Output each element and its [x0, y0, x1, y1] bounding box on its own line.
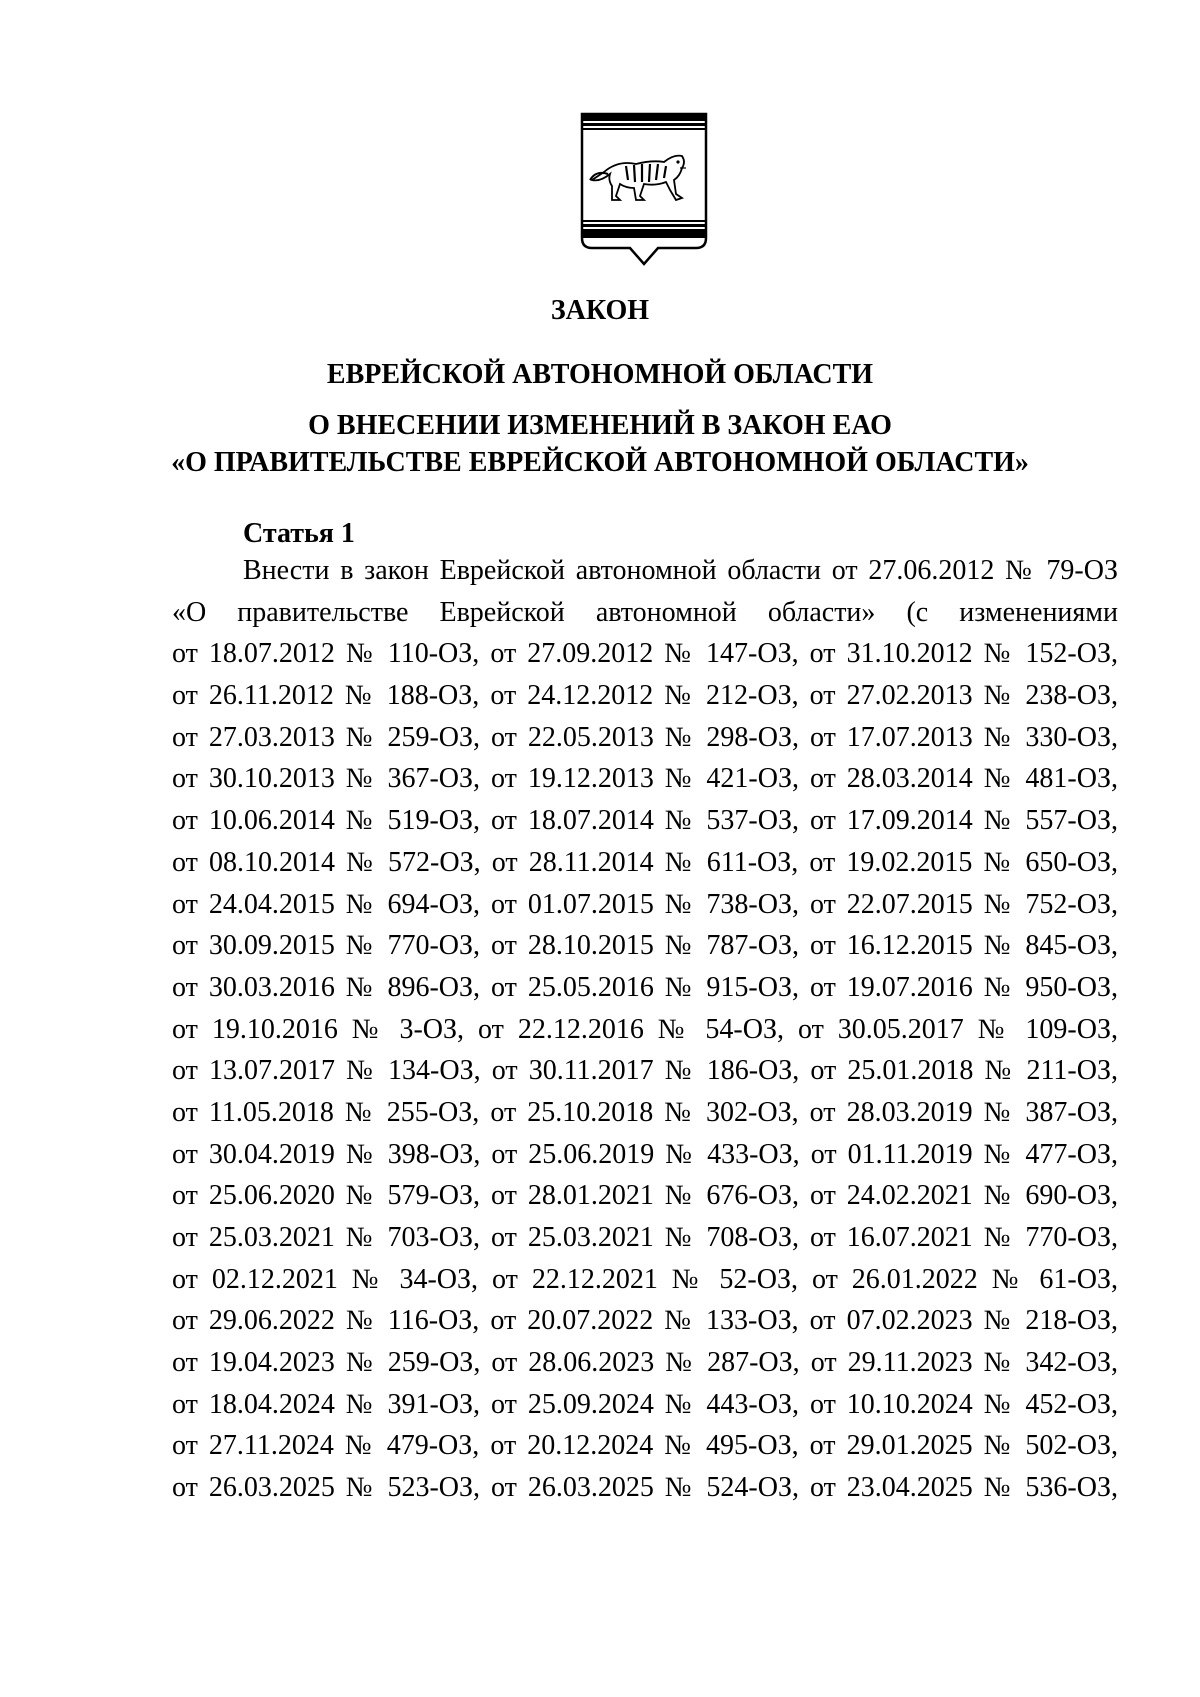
article-body — [172, 550, 1118, 1592]
text-line — [172, 1551, 1118, 1593]
law-subject-line-1: О ВНЕСЕНИИ ИЗМЕНЕНИЙ В ЗАКОН ЕАО — [308, 410, 892, 441]
text-line: от 19.04.2023 № 259-ОЗ, от 28.06.2023 № 287-ОЗ, от 29.11.2023 № 342-ОЗ, — [172, 1347, 1118, 1379]
text-line: от 30.03.2016 № 896-ОЗ, от 25.05.2016 № 915-ОЗ, от 19.07.2016 № 950-ОЗ, — [172, 971, 1118, 1003]
text-line: от 11.05.2018 № 255-ОЗ, от 25.10.2018 № 302-ОЗ, от 28.03.2019 № 387-ОЗ, — [172, 1096, 1118, 1128]
article-heading: Статья 1 — [243, 518, 355, 549]
text-line: «О правительстве Еврейской автономной области» (с изменениями — [172, 596, 1118, 628]
text-line: от 13.07.2017 № 134-ОЗ, от 30.11.2017 № 186-ОЗ, от 25.01.2018 № 211-ОЗ, — [172, 1055, 1118, 1087]
text-line: от 02.12.2021 № 34-ОЗ, от 22.12.2021 № 52-ОЗ, от 26.01.2022 № 61-ОЗ, — [172, 1263, 1118, 1295]
text-line: от 24.04.2015 № 694-ОЗ, от 01.07.2015 № 738-ОЗ, от 22.07.2015 № 752-ОЗ, — [172, 888, 1118, 920]
law-subject-line-2: «О ПРАВИТЕЛЬСТВЕ ЕВРЕЙСКОЙ АВТОНОМНОЙ ОБЛАСТИ» — [171, 447, 1029, 478]
text-line: от 10.06.2014 № 519-ОЗ, от 18.07.2014 № 537-ОЗ, от 17.09.2014 № 557-ОЗ, — [172, 805, 1118, 837]
text-line: от 29.06.2022 № 116-ОЗ, от 20.07.2022 № 133-ОЗ, от 07.02.2023 № 218-ОЗ, — [172, 1305, 1118, 1337]
text-line: от 18.07.2012 № 110-ОЗ, от 27.09.2012 № 147-ОЗ, от 31.10.2012 № 152-ОЗ, — [172, 638, 1118, 670]
text-line: от 30.09.2015 № 770-ОЗ, от 28.10.2015 № 787-ОЗ, от 16.12.2015 № 845-ОЗ, — [172, 930, 1118, 962]
text-line: от 26.11.2012 № 188-ОЗ, от 24.12.2012 № 212-ОЗ, от 27.02.2013 № 238-ОЗ, — [172, 680, 1118, 712]
text-line: Внести в закон Еврейской автономной области от 27.06.2012 № 79-ОЗ — [243, 555, 1118, 586]
text-line — [172, 1509, 1118, 1551]
text-line: от 27.03.2013 № 259-ОЗ, от 22.05.2013 № 298-ОЗ, от 17.07.2013 № 330-ОЗ, — [172, 721, 1118, 753]
text-line: от 25.06.2020 № 579-ОЗ, от 28.01.2021 № 676-ОЗ, от 24.02.2021 № 690-ОЗ, — [172, 1180, 1118, 1212]
text-line: от 27.11.2024 № 479-ОЗ, от 20.12.2024 № 495-ОЗ, от 29.01.2025 № 502-ОЗ, — [172, 1430, 1118, 1462]
coat-of-arms-icon — [578, 110, 710, 268]
text-line: от 30.04.2019 № 398-ОЗ, от 25.06.2019 № 433-ОЗ, от 01.11.2019 № 477-ОЗ, — [172, 1138, 1118, 1170]
region-title: ЕВРЕЙСКОЙ АВТОНОМНОЙ ОБЛАСТИ — [326, 359, 874, 390]
text-line: от 26.03.2025 № 523-ОЗ, от 26.03.2025 № 524-ОЗ, от 23.04.2025 № 536-ОЗ, — [172, 1472, 1118, 1504]
document-title: ЗАКОН — [550, 295, 650, 326]
text-line: от 25.03.2021 № 703-ОЗ, от 25.03.2021 № 708-ОЗ, от 16.07.2021 № 770-ОЗ, — [172, 1222, 1118, 1253]
text-line: от 30.10.2013 № 367-ОЗ, от 19.12.2013 № 421-ОЗ, от 28.03.2014 № 481-ОЗ, — [172, 763, 1118, 795]
text-line: от 18.04.2024 № 391-ОЗ, от 25.09.2024 № 443-ОЗ, от 10.10.2024 № 452-ОЗ, — [172, 1388, 1118, 1420]
text-line: от 08.10.2014 № 572-ОЗ, от 28.11.2014 № 611-ОЗ, от 19.02.2015 № 650-ОЗ, — [172, 846, 1118, 878]
text-line: от 19.10.2016 № 3-ОЗ, от 22.12.2016 № 54-ОЗ, от 30.05.2017 № 109-ОЗ, — [172, 1013, 1118, 1045]
